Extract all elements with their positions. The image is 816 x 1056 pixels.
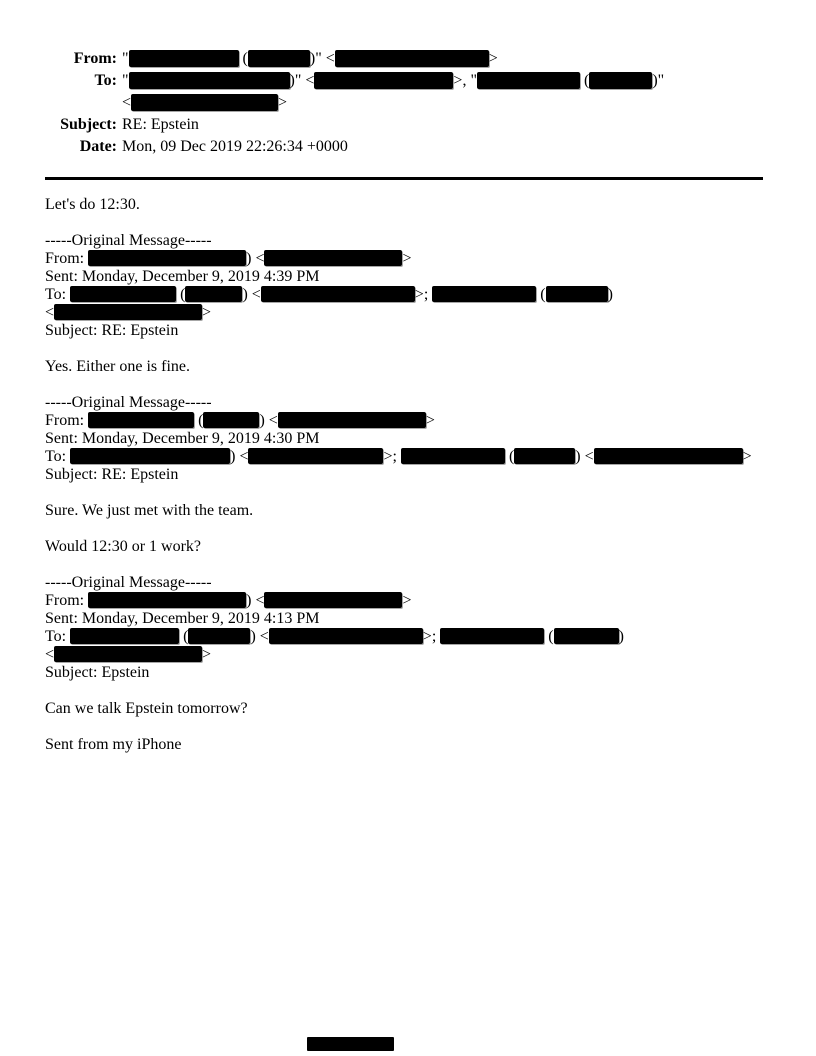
text-segment: Subject: RE: Epstein	[45, 466, 179, 483]
body-line	[45, 286, 806, 304]
field-value-subject	[122, 114, 796, 136]
body-line	[45, 484, 806, 502]
redaction-box	[88, 250, 246, 266]
text-segment: >	[202, 646, 212, 663]
header-line	[122, 48, 796, 70]
redaction-box	[54, 646, 202, 662]
text-segment: From:	[45, 250, 89, 267]
body-line	[45, 376, 806, 394]
body-line	[45, 700, 806, 718]
body-line	[45, 358, 806, 376]
text-segment: )"	[652, 72, 665, 89]
redaction-box	[594, 448, 743, 464]
redaction-box	[248, 50, 310, 67]
header-line	[122, 70, 796, 92]
text-segment: ) <	[246, 592, 265, 609]
field-value-date	[122, 136, 796, 158]
redaction-box	[264, 250, 402, 266]
body-line	[45, 196, 806, 214]
body-line	[45, 394, 806, 412]
redaction-box	[261, 286, 415, 302]
header-line	[122, 92, 796, 114]
text-segment: <	[122, 94, 132, 111]
text-segment: ) <	[230, 448, 249, 465]
redaction-box	[129, 50, 239, 67]
text-segment: ) <	[242, 286, 261, 303]
redaction-box	[314, 72, 453, 89]
body-line	[45, 538, 806, 556]
redaction-box	[70, 628, 179, 644]
redaction-box	[70, 286, 176, 302]
field-label-date: Date:	[79, 138, 117, 155]
text-segment: "	[122, 50, 129, 67]
text-segment: Sure. We just met with the team.	[45, 502, 254, 519]
redaction-box	[131, 94, 278, 111]
body-line	[45, 628, 806, 646]
text-segment: Would 12:30 or 1 work?	[45, 538, 202, 555]
text-segment: )	[618, 628, 624, 645]
body-line	[45, 430, 806, 448]
text-segment: >	[742, 448, 752, 465]
text-segment: (	[536, 286, 546, 303]
header-line	[122, 114, 796, 136]
body-line	[45, 556, 806, 574]
redaction-box	[54, 304, 202, 320]
text-segment: Let's do 12:30.	[45, 196, 140, 213]
field-label-to: To:	[94, 72, 117, 89]
field-value-to	[122, 70, 796, 114]
text-segment: Sent: Monday, December 9, 2019 4:39 PM	[45, 268, 320, 285]
header-row-date	[45, 136, 796, 158]
text-segment: >	[202, 304, 212, 321]
body-line	[45, 682, 806, 700]
text-segment: >;	[422, 628, 441, 645]
field-value-from	[122, 48, 796, 70]
text-segment: ) <	[250, 628, 269, 645]
redaction-box	[88, 592, 246, 608]
body-line	[45, 466, 806, 484]
text-segment: <	[45, 646, 55, 663]
email-body	[45, 196, 806, 754]
redaction-box	[514, 448, 575, 464]
body-line	[45, 268, 806, 286]
text-segment: (	[194, 412, 204, 429]
text-segment: >	[402, 250, 412, 267]
text-segment: Subject: RE: Epstein	[45, 322, 179, 339]
redaction-box	[185, 286, 242, 302]
body-line	[45, 322, 806, 340]
body-line	[45, 502, 806, 520]
text-segment: To:	[45, 286, 71, 303]
field-label-from: From:	[73, 50, 117, 67]
header-row-from	[45, 48, 796, 70]
text-segment: Sent: Monday, December 9, 2019 4:30 PM	[45, 430, 320, 447]
text-segment: Sent from my iPhone	[45, 736, 182, 753]
body-line	[45, 214, 806, 232]
redaction-box	[248, 448, 383, 464]
text-segment: )" <	[309, 50, 335, 67]
redaction-box	[278, 412, 426, 428]
text-segment: >	[425, 412, 435, 429]
footer-redaction-box	[307, 1037, 394, 1051]
text-segment: <	[45, 304, 55, 321]
redaction-box	[203, 412, 259, 428]
redaction-box	[335, 50, 489, 67]
redaction-box	[264, 592, 402, 608]
redaction-box	[70, 448, 230, 464]
redaction-box	[188, 628, 250, 644]
header-line	[122, 136, 796, 158]
text-segment: (	[238, 50, 248, 67]
text-segment: ) <	[575, 448, 594, 465]
text-segment: )" <	[289, 72, 315, 89]
body-line	[45, 610, 806, 628]
text-segment: -----Original Message-----	[45, 394, 212, 411]
header-row-to	[45, 70, 796, 114]
text-segment: >;	[383, 448, 401, 465]
text-segment: >, "	[453, 72, 477, 89]
body-line	[45, 664, 806, 682]
text-segment: Subject: Epstein	[45, 664, 150, 681]
text-segment: Yes. Either one is fine.	[45, 358, 191, 375]
redaction-box	[129, 72, 290, 89]
text-segment: (	[179, 628, 189, 645]
text-segment: >	[278, 94, 288, 111]
text-segment: Can we talk Epstein tomorrow?	[45, 700, 248, 717]
text-segment: Sent: Monday, December 9, 2019 4:13 PM	[45, 610, 320, 627]
text-segment: )	[607, 286, 613, 303]
redaction-box	[401, 448, 505, 464]
body-line	[45, 412, 806, 430]
text-segment: ) <	[259, 412, 278, 429]
body-line	[45, 232, 806, 250]
header-row-subject	[45, 114, 796, 136]
text-segment: (	[544, 628, 554, 645]
redaction-box	[589, 72, 652, 89]
text-segment: >	[402, 592, 412, 609]
text-segment: (	[579, 72, 590, 89]
body-line	[45, 736, 806, 754]
body-line	[45, 250, 806, 268]
header-divider	[45, 177, 763, 180]
body-line	[45, 448, 806, 466]
redaction-box	[432, 286, 536, 302]
body-line	[45, 304, 806, 322]
redaction-box	[554, 628, 619, 644]
body-line	[45, 592, 806, 610]
text-segment: (	[176, 286, 186, 303]
text-segment: (	[504, 448, 515, 465]
redaction-box	[88, 412, 194, 428]
text-segment: From:	[45, 592, 89, 609]
text-segment: ) <	[246, 250, 265, 267]
body-line	[45, 718, 806, 736]
text-segment: -----Original Message-----	[45, 574, 212, 591]
field-label-subject: Subject:	[60, 116, 117, 133]
text-segment: >;	[414, 286, 433, 303]
text-segment: To:	[45, 448, 71, 465]
text-segment: To:	[45, 628, 71, 645]
body-line	[45, 646, 806, 664]
text-segment: >	[488, 50, 498, 67]
redaction-box	[269, 628, 423, 644]
text-segment: RE: Epstein	[122, 116, 199, 133]
body-line	[45, 340, 806, 358]
body-line	[45, 574, 806, 592]
text-segment: -----Original Message-----	[45, 232, 212, 249]
email-header	[45, 48, 796, 158]
redaction-box	[440, 628, 544, 644]
text-segment: From:	[45, 412, 89, 429]
redaction-box	[546, 286, 608, 302]
body-line	[45, 520, 806, 538]
text-segment: Mon, 09 Dec 2019 22:26:34 +0000	[122, 138, 348, 155]
text-segment: "	[122, 72, 129, 89]
redaction-box	[477, 72, 580, 89]
